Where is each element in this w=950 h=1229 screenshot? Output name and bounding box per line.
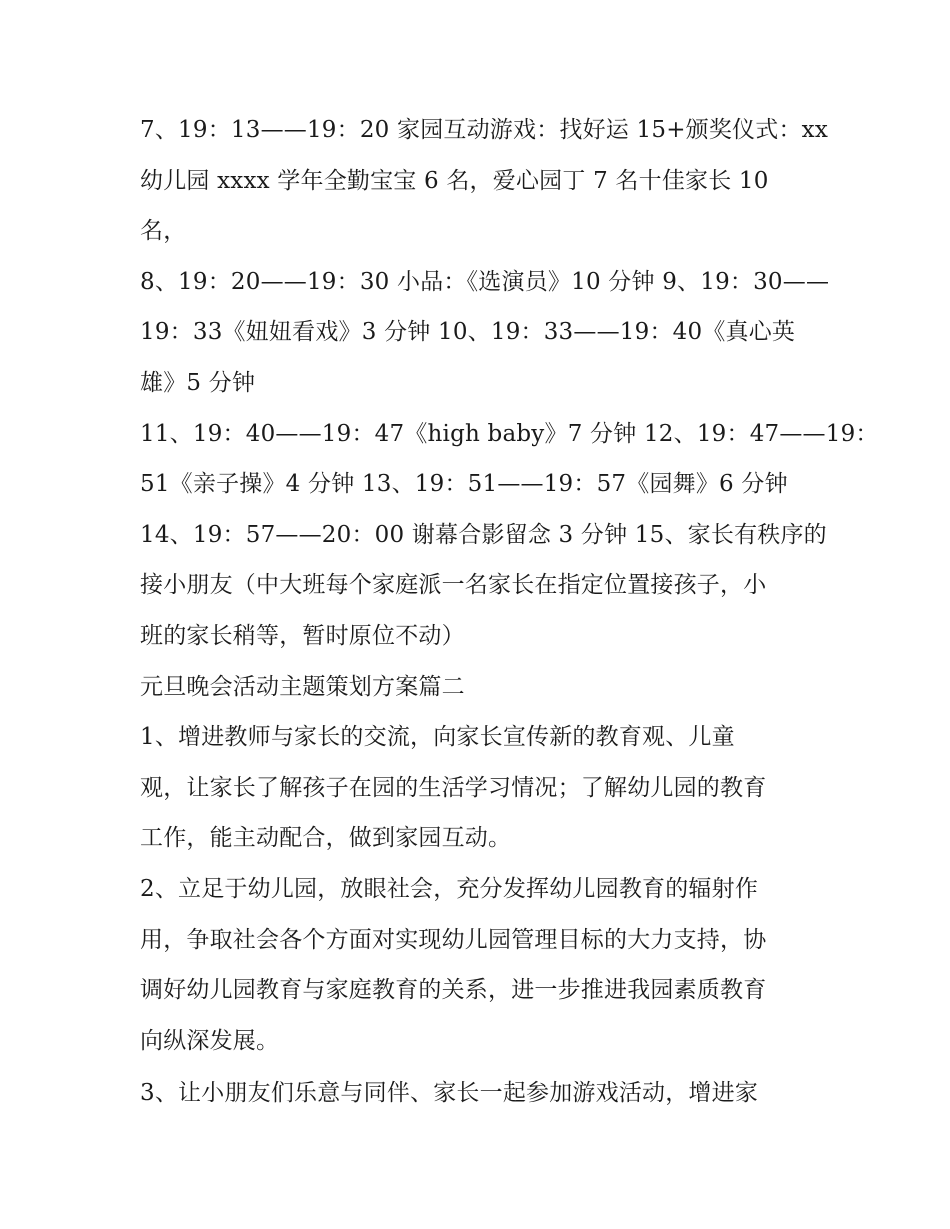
text-line: 班的家长稍等，暂时原位不动） — [140, 623, 465, 649]
text-line: 11、19：40——19：47《high baby》7 分钟 12、19：47——19： — [140, 421, 879, 447]
text-line: 51《亲子操》4 分钟 13、19：51——19：57《园舞》6 分钟 — [140, 471, 788, 497]
text-line: 调好幼儿园教育与家庭教育的关系，进一步推进我园素质教育 — [140, 977, 767, 1003]
text-line: 接小朋友（中大班每个家庭派一名家长在指定位置接孩子，小 — [140, 572, 767, 598]
text-line: 8、19：20——19：30 小品：《选演员》10 分钟 9、19：30—— — [140, 269, 830, 295]
text-line: 工作，能主动配合，做到家园互动。 — [140, 825, 512, 851]
text-line: 用，争取社会各个方面对实现幼儿园管理目标的大力支持，协 — [140, 927, 767, 953]
text-line: 14、19：57——20：00 谢幕合影留念 3 分钟 15、家长有秩序的 — [140, 522, 827, 548]
text-line: 7、19：13——19：20 家园互动游戏：找好运 15+颁奖仪式：xx — [140, 117, 829, 143]
text-line: 2、立足于幼儿园，放眼社会，充分发挥幼儿园教育的辐射作 — [140, 876, 759, 902]
text-line: 雄》5 分钟 — [140, 370, 256, 396]
text-line: 3、让小朋友们乐意与同伴、家长一起参加游戏活动，增进家 — [140, 1080, 759, 1106]
text-line: 观，让家长了解孩子在园的生活学习情况；了解幼儿园的教育 — [140, 775, 767, 801]
text-line: 向纵深发展。 — [140, 1028, 280, 1054]
text-line: 名， — [140, 218, 187, 244]
text-line: 幼儿园 xxxx 学年全勤宝宝 6 名，爱心园丁 7 名十佳家长 10 — [140, 168, 769, 194]
text-line: 19：33《妞妞看戏》3 分钟 10、19：33——19：40《真心英 — [140, 319, 796, 345]
section-heading: 元旦晚会活动主题策划方案篇二 — [140, 674, 465, 700]
text-line: 1、增进教师与家长的交流，向家长宣传新的教育观、儿童 — [140, 724, 735, 750]
